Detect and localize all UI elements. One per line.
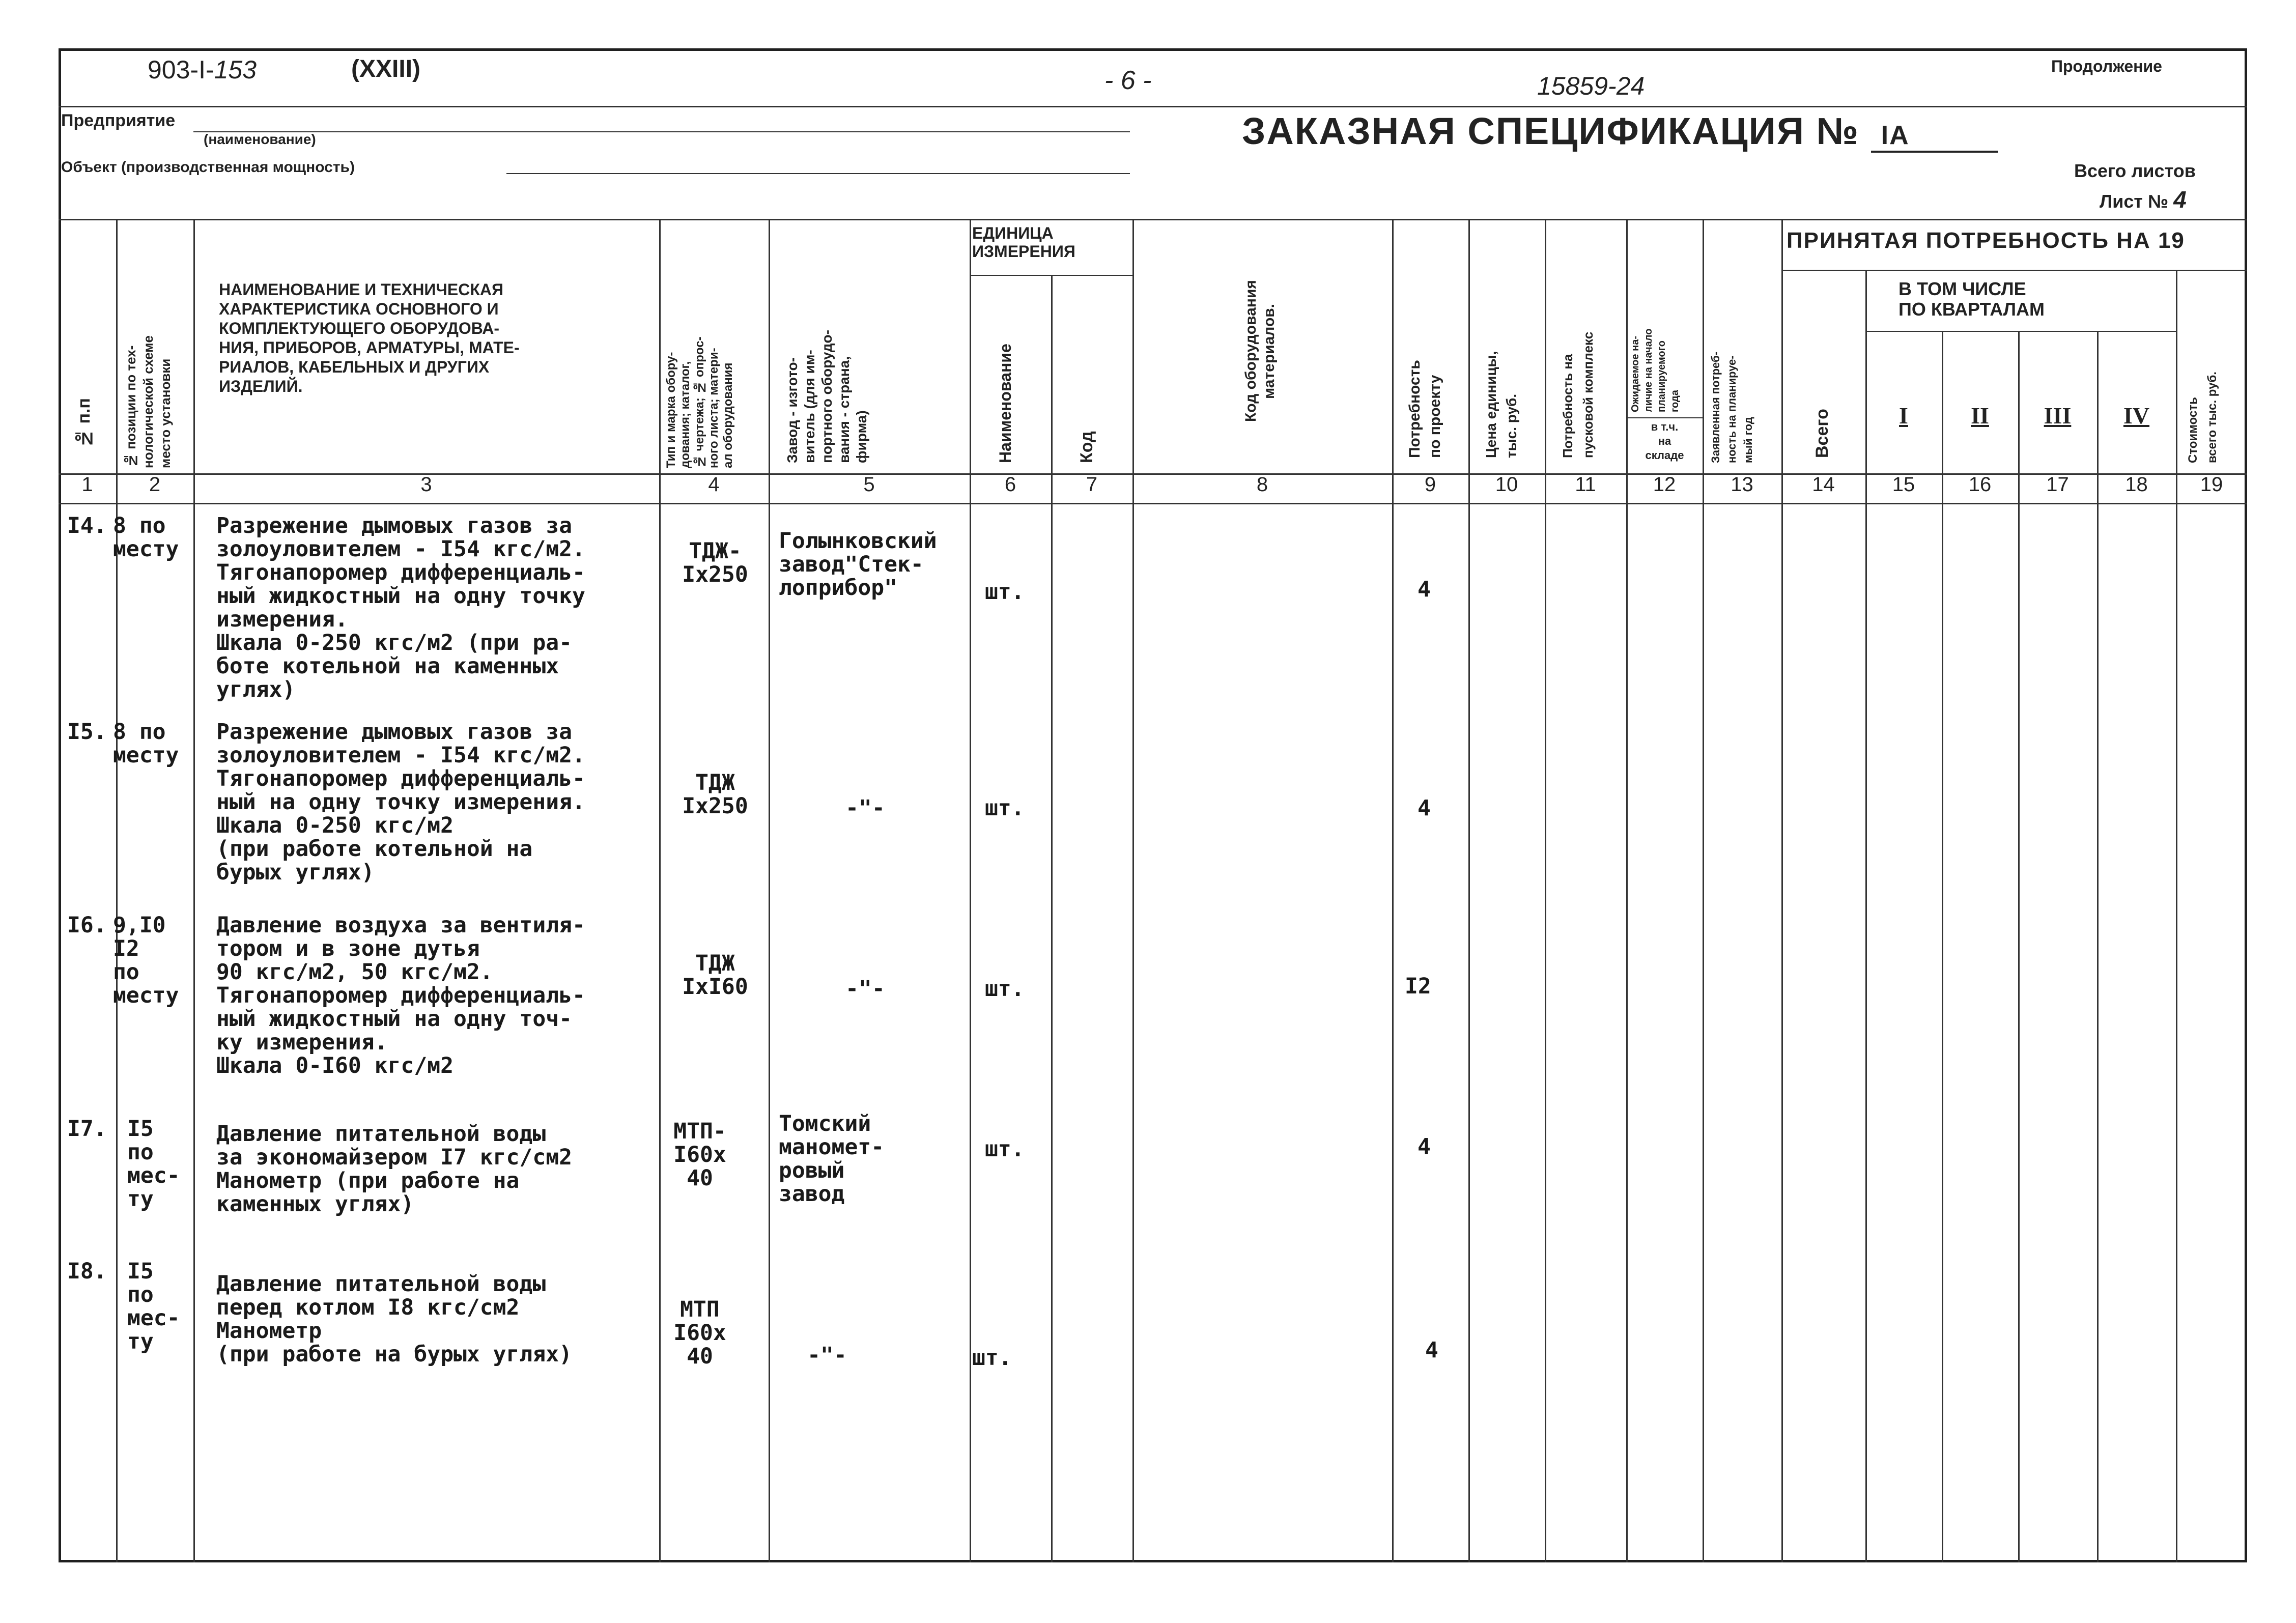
col-number: 19 [2200, 473, 2223, 496]
row-unit: шт. [985, 795, 1025, 821]
col-header-quarters-group: В ТОМ ЧИСЛЕ ПО КВАРТАЛАМ [1898, 278, 2045, 320]
col-number: 12 [1653, 473, 1676, 496]
enterprise-label: Предприятие [61, 111, 176, 130]
col-number: 3 [420, 473, 432, 496]
enterprise-hint: (наименование) [204, 131, 316, 147]
row-type: ТДЖ Ix250 [682, 770, 748, 819]
doc-number-prefix: 903-I- [148, 55, 214, 84]
row-description: Разрежение дымовых газов за золоуловителем - I54 кгс/м2. Тягонапоромер дифференциаль- ный на одну точку измерения. Шкала 0-250 кгс/м2 (при работе котельной на бурых углях) [216, 719, 585, 885]
row-type: МТП I60x 40 [673, 1297, 726, 1369]
col-header-demand: Потребность по проекту [1406, 360, 1443, 458]
col-header-quarter-4: IV [2123, 403, 2150, 429]
col-number: 9 [1424, 473, 1436, 496]
row-quantity: 4 [1418, 577, 1431, 602]
continuation-label: Продолжение [2051, 57, 2162, 75]
row-number: I6. [67, 913, 107, 938]
col-header-accepted: ПРИНЯТАЯ ПОТРЕБНОСТЬ НА 19 [1787, 228, 2185, 253]
row-quantity: I2 [1405, 974, 1431, 999]
row-number: I7. [67, 1116, 107, 1142]
row-quantity: 4 [1425, 1337, 1438, 1363]
col-number: 18 [2125, 473, 2148, 496]
row-unit: шт. [985, 1136, 1025, 1162]
doc-number [148, 55, 257, 84]
col-header-quarter-3: III [2044, 403, 2072, 429]
col-header-position: № позиции по тех- нологической схеме место установки [123, 335, 173, 468]
col-number: 5 [863, 473, 875, 496]
col-number: 15 [1892, 473, 1915, 496]
row-maker: Томский маномет- ровый завод [779, 1111, 885, 1207]
object-label: Объект (производственная мощность) [61, 159, 355, 176]
col-number: 11 [1575, 473, 1596, 496]
col-header-unit-group: ЕДИНИЦА ИЗМЕРЕНИЯ [972, 224, 1075, 261]
row-description: Давление питательной воды за экономайзером I7 кгс/см2 Манометр (при работе на каменных углях) [216, 1121, 572, 1217]
row-position: 8 по месту [113, 513, 179, 562]
col-header-num: № п.п [74, 398, 94, 448]
row-type: ТДЖ IxI60 [682, 951, 748, 1000]
row-unit: шт. [985, 579, 1025, 605]
sheet-number: 4 [2173, 186, 2187, 213]
row-position: 8 по месту [113, 719, 179, 768]
row-number: I5. [67, 719, 107, 745]
row-type: МТП- I60x 40 [673, 1119, 726, 1191]
doc-album: (XXIII) [351, 55, 421, 82]
col-header-quarter-2: II [1971, 403, 1989, 429]
row-position: I5 по мес- ту [127, 1259, 180, 1354]
col-number: 17 [2046, 473, 2069, 496]
page-number: - 6 - [1104, 66, 1152, 95]
row-number: I4. [67, 513, 107, 538]
col-number: 4 [708, 473, 720, 496]
row-type: ТДЖ- Ix250 [682, 538, 748, 587]
row-position: 9,I0 I2 по месту [113, 913, 179, 1008]
col-header-total: Всего [1812, 409, 1832, 458]
row-number: I8. [67, 1259, 107, 1284]
col-header-in-stock: в т.ч. на складе [1645, 420, 1684, 462]
col-number: 7 [1086, 473, 1098, 496]
col-header-expected: Ожидаемое на- личие на начало планируемого года [1630, 328, 1681, 412]
doc-number-hand: 153 [214, 55, 257, 84]
row-maker: Голынковский завод"Стек- лоприбор" [779, 528, 937, 601]
col-number: 14 [1812, 473, 1835, 496]
row-unit: шт. [972, 1345, 1012, 1371]
col-number: 10 [1495, 473, 1518, 496]
col-header-maker: Завод - изгото- витель (для им- портного оборудо- вания - страна, фирма) [784, 330, 869, 463]
col-header-price: Цена единицы, тыс. руб. [1483, 351, 1519, 458]
row-position: I5 по мес- ту [127, 1116, 180, 1212]
col-number: 8 [1256, 473, 1268, 496]
col-number: 16 [1968, 473, 1992, 496]
row-unit: шт. [985, 976, 1025, 1002]
col-header-unit-code: Код [1077, 431, 1096, 463]
spec-title-text: ЗАКАЗНАЯ СПЕЦИФИКАЦИЯ № [1242, 110, 1860, 152]
sheet-label [2100, 186, 2187, 213]
row-maker: -"- [845, 795, 885, 821]
total-sheets-label: Всего листов [2074, 160, 2196, 181]
col-header-quarter-1: I [1899, 403, 1908, 429]
row-description: Давление питательной воды перед котлом I8 кгс/см2 Манометр (при работе на бурых углях) [216, 1271, 572, 1367]
col-header-type: Тип и марка обору- дования; каталог, № чертежа; № опрос- ного листа; матери- ал оборудования [664, 336, 735, 468]
row-description: Разрежение дымовых газов за золоуловителем - I54 кгс/м2. Тягонапоромер дифференциаль- ный жидкостный на одну точку измерения. Шкала 0-250 кгс/м2 (при ра- боте котельной на каменных углях) [216, 513, 585, 702]
col-number: 6 [1004, 473, 1016, 496]
col-header-startup: Потребность на пусковой комплекс [1560, 331, 1596, 458]
col-number: 2 [149, 473, 161, 496]
col-number: 13 [1731, 473, 1753, 496]
col-header-unit-name: Наименование [996, 344, 1014, 463]
col-number: 1 [81, 473, 93, 496]
row-quantity: 4 [1418, 1134, 1431, 1159]
sheet-label-text: Лист № [2100, 191, 2169, 212]
col-header-name: НАИМЕНОВАНИЕ И ТЕХНИЧЕСКАЯ ХАРАКТЕРИСТИКА ОСНОВНОГО И КОМПЛЕКТУЮЩЕГО ОБОРУДОВА- НИЯ, ПРИБОРОВ, АРМАТУРЫ, МАТЕ- РИАЛОВ, КАБЕЛЬНЫХ И ДРУГИХ ИЗДЕЛИЙ. [219, 280, 520, 395]
row-quantity: 4 [1418, 795, 1431, 821]
row-description: Давление воздуха за вентиля- тором и в зоне дутья 90 кгс/м2, 50 кгс/м2. Тягонапоромер дифференциаль- ный жидкостный на одну точ- ку измерения. Шкала 0-I60 кгс/м2 [216, 913, 585, 1078]
col-header-cost: Стоимость всего тыс. руб. [2186, 372, 2219, 463]
registration-number: 15859-24 [1537, 72, 1645, 100]
col-header-equipment-code: Код оборудования материалов. [1242, 280, 1278, 422]
row-maker: -"- [807, 1343, 847, 1368]
spec-title [1242, 109, 1998, 153]
col-header-declared: Заявленная потреб- ность на планируе- мый год [1709, 351, 1754, 463]
row-maker: -"- [845, 976, 885, 1002]
spec-number: IA [1871, 120, 1998, 153]
